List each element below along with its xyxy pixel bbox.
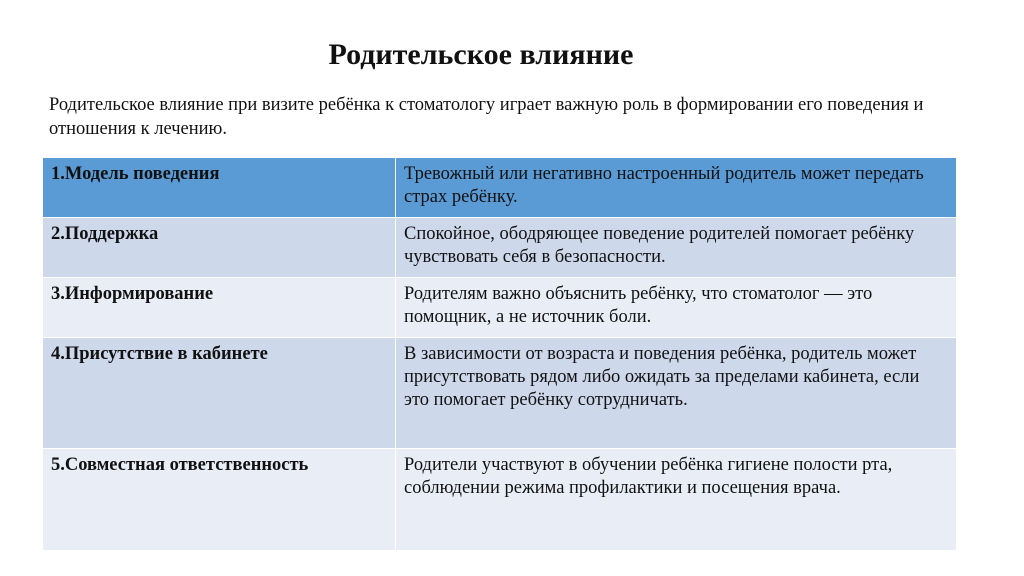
row-text: Спокойное, ободряющее поведение родителей помогает ребёнку чувствовать себя в безопасности. (396, 218, 957, 278)
influence-table (42, 157, 957, 551)
row-text: Родителям важно объяснить ребёнку, что стоматолог — это помощник, а не источник боли. (396, 278, 957, 338)
row-label: 2.Поддержка (43, 218, 396, 278)
row-label: 3.Информирование (43, 278, 396, 338)
row-label: 4.Присутствие в кабинете (43, 338, 396, 449)
slide-title: Родительское влияние (328, 38, 634, 71)
table-row (43, 338, 957, 449)
intro-paragraph: Родительское влияние при визите ребёнка к стоматологу играет важную роль в формировании его поведения и отношения к лечению. (49, 95, 924, 139)
row-label: 5.Совместная ответственность (43, 449, 396, 551)
row-text: В зависимости от возраста и поведения ребёнка, родитель может присутствовать рядом либо ожидать за пределами кабинета, если это помогает ребёнку сотрудничать. (396, 338, 957, 449)
table-row (43, 218, 957, 278)
table-row (43, 449, 957, 551)
row-label: 1.Модель поведения (43, 158, 396, 218)
table-row (43, 158, 957, 218)
row-text: Тревожный или негативно настроенный родитель может передать страх ребёнку. (396, 158, 957, 218)
row-text: Родители участвуют в обучении ребёнка гигиене полости рта, соблюдении режима профилактики и посещения врача. (396, 449, 957, 551)
table-row (43, 278, 957, 338)
